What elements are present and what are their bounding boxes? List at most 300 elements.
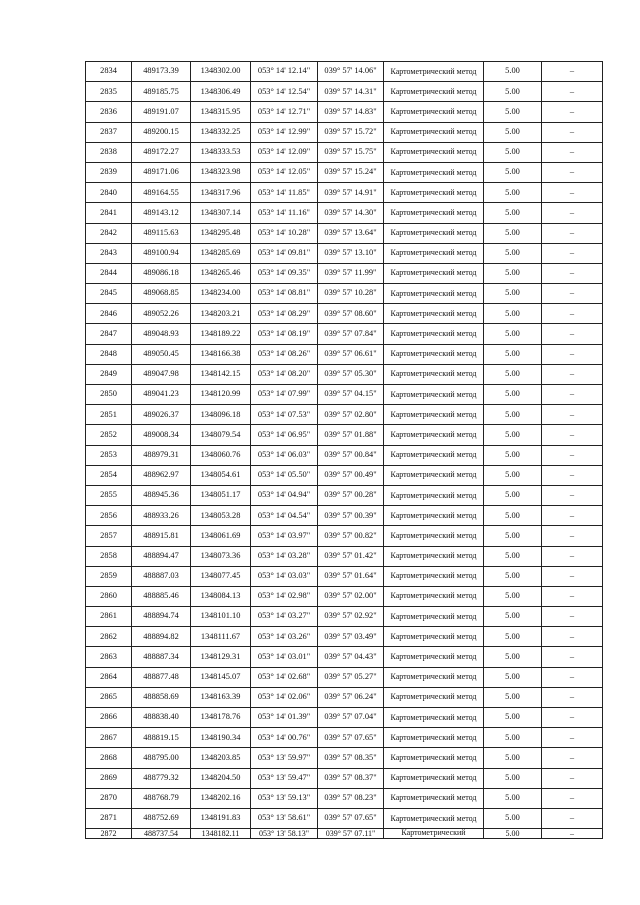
table-row xyxy=(86,506,603,526)
accuracy-cell: 5.00 xyxy=(484,405,542,425)
table-row xyxy=(86,586,603,606)
coord-y-cell: 1348307.14 xyxy=(191,203,251,223)
method-cell: Картометрический xyxy=(384,829,484,839)
longitude-cell: 039° 57' 02.00" xyxy=(318,586,384,606)
note-cell: – xyxy=(542,142,603,162)
coord-y-cell: 1348265.46 xyxy=(191,263,251,283)
latitude-cell: 053° 14' 08.26" xyxy=(251,344,318,364)
table-row xyxy=(86,364,603,384)
table-row xyxy=(86,687,603,707)
coord-x-cell: 488894.47 xyxy=(132,546,191,566)
longitude-cell: 039° 57' 01.88" xyxy=(318,425,384,445)
coord-y-cell: 1348129.31 xyxy=(191,647,251,667)
coord-x-cell: 489008.34 xyxy=(132,425,191,445)
point-number-cell: 2863 xyxy=(86,647,132,667)
method-cell: Картометрический метод xyxy=(384,82,484,102)
table-row xyxy=(86,788,603,808)
coord-x-cell: 489068.85 xyxy=(132,284,191,304)
table-row xyxy=(86,748,603,768)
method-cell: Картометрический метод xyxy=(384,62,484,82)
longitude-cell: 039° 57' 06.24" xyxy=(318,687,384,707)
table-row xyxy=(86,263,603,283)
latitude-cell: 053° 14' 04.54" xyxy=(251,506,318,526)
method-cell: Картометрический метод xyxy=(384,506,484,526)
longitude-cell: 039° 57' 07.04" xyxy=(318,708,384,728)
coord-y-cell: 1348333.53 xyxy=(191,142,251,162)
latitude-cell: 053° 14' 09.81" xyxy=(251,243,318,263)
table-row xyxy=(86,223,603,243)
coord-x-cell: 489164.55 xyxy=(132,183,191,203)
latitude-cell: 053° 14' 02.98" xyxy=(251,586,318,606)
table-row xyxy=(86,829,603,839)
table-row xyxy=(86,808,603,828)
table-row xyxy=(86,405,603,425)
point-number-cell: 2842 xyxy=(86,223,132,243)
table-row xyxy=(86,102,603,122)
coord-x-cell: 488979.31 xyxy=(132,445,191,465)
point-number-cell: 2869 xyxy=(86,768,132,788)
coord-x-cell: 488768.79 xyxy=(132,788,191,808)
method-cell: Картометрический метод xyxy=(384,344,484,364)
longitude-cell: 039° 57' 11.99" xyxy=(318,263,384,283)
longitude-cell: 039° 57' 10.28" xyxy=(318,284,384,304)
latitude-cell: 053° 14' 02.06" xyxy=(251,687,318,707)
coord-x-cell: 489026.37 xyxy=(132,405,191,425)
accuracy-cell: 5.00 xyxy=(484,829,542,839)
table-row xyxy=(86,728,603,748)
table-row xyxy=(86,485,603,505)
table-row xyxy=(86,647,603,667)
note-cell: – xyxy=(542,647,603,667)
accuracy-cell: 5.00 xyxy=(484,284,542,304)
longitude-cell: 039° 57' 01.42" xyxy=(318,546,384,566)
note-cell: – xyxy=(542,465,603,485)
latitude-cell: 053° 14' 02.68" xyxy=(251,667,318,687)
accuracy-cell: 5.00 xyxy=(484,546,542,566)
accuracy-cell: 5.00 xyxy=(484,506,542,526)
accuracy-cell: 5.00 xyxy=(484,526,542,546)
coord-y-cell: 1348051.17 xyxy=(191,485,251,505)
coord-x-cell: 489050.45 xyxy=(132,344,191,364)
note-cell: – xyxy=(542,566,603,586)
method-cell: Картометрический метод xyxy=(384,183,484,203)
coord-y-cell: 1348073.36 xyxy=(191,546,251,566)
point-number-cell: 2866 xyxy=(86,708,132,728)
method-cell: Картометрический метод xyxy=(384,223,484,243)
point-number-cell: 2834 xyxy=(86,62,132,82)
point-number-cell: 2850 xyxy=(86,385,132,405)
accuracy-cell: 5.00 xyxy=(484,465,542,485)
longitude-cell: 039° 57' 14.06" xyxy=(318,62,384,82)
note-cell: – xyxy=(542,183,603,203)
table-row xyxy=(86,122,603,142)
coord-x-cell: 488945.36 xyxy=(132,485,191,505)
accuracy-cell: 5.00 xyxy=(484,687,542,707)
coord-y-cell: 1348166.38 xyxy=(191,344,251,364)
note-cell: – xyxy=(542,768,603,788)
note-cell: – xyxy=(542,788,603,808)
method-cell: Картометрический метод xyxy=(384,768,484,788)
longitude-cell: 039° 57' 08.37" xyxy=(318,768,384,788)
accuracy-cell: 5.00 xyxy=(484,102,542,122)
latitude-cell: 053° 14' 03.26" xyxy=(251,627,318,647)
longitude-cell: 039° 57' 13.64" xyxy=(318,223,384,243)
coord-x-cell: 488737.54 xyxy=(132,829,191,839)
latitude-cell: 053° 14' 06.95" xyxy=(251,425,318,445)
coord-x-cell: 489191.07 xyxy=(132,102,191,122)
coord-x-cell: 489086.18 xyxy=(132,263,191,283)
coord-y-cell: 1348111.67 xyxy=(191,627,251,647)
latitude-cell: 053° 14' 08.19" xyxy=(251,324,318,344)
coord-x-cell: 489173.39 xyxy=(132,62,191,82)
longitude-cell: 039° 57' 15.72" xyxy=(318,122,384,142)
latitude-cell: 053° 14' 12.09" xyxy=(251,142,318,162)
latitude-cell: 053° 14' 12.71" xyxy=(251,102,318,122)
table-row xyxy=(86,566,603,586)
accuracy-cell: 5.00 xyxy=(484,566,542,586)
longitude-cell: 039° 57' 05.30" xyxy=(318,364,384,384)
method-cell: Картометрический метод xyxy=(384,607,484,627)
method-cell: Картометрический метод xyxy=(384,546,484,566)
point-number-cell: 2855 xyxy=(86,485,132,505)
latitude-cell: 053° 14' 03.01" xyxy=(251,647,318,667)
coord-y-cell: 1348079.54 xyxy=(191,425,251,445)
table-row xyxy=(86,627,603,647)
table-row xyxy=(86,344,603,364)
coord-y-cell: 1348332.25 xyxy=(191,122,251,142)
table-row xyxy=(86,183,603,203)
note-cell: – xyxy=(542,324,603,344)
latitude-cell: 053° 13' 59.13" xyxy=(251,788,318,808)
coord-y-cell: 1348190.34 xyxy=(191,728,251,748)
method-cell: Картометрический метод xyxy=(384,667,484,687)
note-cell: – xyxy=(542,364,603,384)
accuracy-cell: 5.00 xyxy=(484,607,542,627)
accuracy-cell: 5.00 xyxy=(484,82,542,102)
latitude-cell: 053° 14' 11.16" xyxy=(251,203,318,223)
table-row xyxy=(86,203,603,223)
longitude-cell: 039° 57' 13.10" xyxy=(318,243,384,263)
method-cell: Картометрический метод xyxy=(384,526,484,546)
point-number-cell: 2847 xyxy=(86,324,132,344)
coord-y-cell: 1348295.48 xyxy=(191,223,251,243)
point-number-cell: 2862 xyxy=(86,627,132,647)
accuracy-cell: 5.00 xyxy=(484,385,542,405)
note-cell: – xyxy=(542,263,603,283)
longitude-cell: 039° 57' 03.49" xyxy=(318,627,384,647)
latitude-cell: 053° 14' 03.03" xyxy=(251,566,318,586)
coord-y-cell: 1348203.21 xyxy=(191,304,251,324)
note-cell: – xyxy=(542,62,603,82)
note-cell: – xyxy=(542,284,603,304)
point-number-cell: 2864 xyxy=(86,667,132,687)
latitude-cell: 053° 14' 00.76" xyxy=(251,728,318,748)
coord-y-cell: 1348084.13 xyxy=(191,586,251,606)
table-row xyxy=(86,162,603,182)
point-number-cell: 2839 xyxy=(86,162,132,182)
coord-y-cell: 1348323.98 xyxy=(191,162,251,182)
latitude-cell: 053° 13' 58.13" xyxy=(251,829,318,839)
table-row xyxy=(86,304,603,324)
longitude-cell: 039° 57' 07.84" xyxy=(318,324,384,344)
coord-x-cell: 489115.63 xyxy=(132,223,191,243)
method-cell: Картометрический метод xyxy=(384,385,484,405)
note-cell: – xyxy=(542,243,603,263)
coord-y-cell: 1348120.99 xyxy=(191,385,251,405)
coord-y-cell: 1348315.95 xyxy=(191,102,251,122)
method-cell: Картометрический метод xyxy=(384,162,484,182)
accuracy-cell: 5.00 xyxy=(484,162,542,182)
point-number-cell: 2844 xyxy=(86,263,132,283)
point-number-cell: 2856 xyxy=(86,506,132,526)
note-cell: – xyxy=(542,82,603,102)
longitude-cell: 039° 57' 00.49" xyxy=(318,465,384,485)
longitude-cell: 039° 57' 00.84" xyxy=(318,445,384,465)
longitude-cell: 039° 57' 02.92" xyxy=(318,607,384,627)
longitude-cell: 039° 57' 08.35" xyxy=(318,748,384,768)
latitude-cell: 053° 14' 09.35" xyxy=(251,263,318,283)
longitude-cell: 039° 57' 05.27" xyxy=(318,667,384,687)
accuracy-cell: 5.00 xyxy=(484,485,542,505)
method-cell: Картометрический метод xyxy=(384,748,484,768)
accuracy-cell: 5.00 xyxy=(484,586,542,606)
note-cell: – xyxy=(542,667,603,687)
table-body xyxy=(86,62,603,839)
point-number-cell: 2865 xyxy=(86,687,132,707)
accuracy-cell: 5.00 xyxy=(484,627,542,647)
latitude-cell: 053° 13' 59.97" xyxy=(251,748,318,768)
longitude-cell: 039° 57' 04.15" xyxy=(318,385,384,405)
longitude-cell: 039° 57' 15.24" xyxy=(318,162,384,182)
point-number-cell: 2872 xyxy=(86,829,132,839)
accuracy-cell: 5.00 xyxy=(484,808,542,828)
accuracy-cell: 5.00 xyxy=(484,223,542,243)
latitude-cell: 053° 14' 07.99" xyxy=(251,385,318,405)
method-cell: Картометрический метод xyxy=(384,445,484,465)
coord-x-cell: 489172.27 xyxy=(132,142,191,162)
coord-x-cell: 489048.93 xyxy=(132,324,191,344)
note-cell: – xyxy=(542,304,603,324)
method-cell: Картометрический метод xyxy=(384,203,484,223)
method-cell: Картометрический метод xyxy=(384,102,484,122)
longitude-cell: 039° 57' 14.83" xyxy=(318,102,384,122)
table-row xyxy=(86,445,603,465)
longitude-cell: 039° 57' 06.61" xyxy=(318,344,384,364)
method-cell: Картометрический метод xyxy=(384,627,484,647)
longitude-cell: 039° 57' 00.82" xyxy=(318,526,384,546)
note-cell: – xyxy=(542,425,603,445)
accuracy-cell: 5.00 xyxy=(484,364,542,384)
longitude-cell: 039° 57' 04.43" xyxy=(318,647,384,667)
coord-y-cell: 1348054.61 xyxy=(191,465,251,485)
latitude-cell: 053° 14' 03.97" xyxy=(251,526,318,546)
table-row xyxy=(86,465,603,485)
accuracy-cell: 5.00 xyxy=(484,647,542,667)
coordinates-table xyxy=(85,61,603,839)
method-cell: Картометрический метод xyxy=(384,263,484,283)
coord-y-cell: 1348306.49 xyxy=(191,82,251,102)
point-number-cell: 2841 xyxy=(86,203,132,223)
accuracy-cell: 5.00 xyxy=(484,788,542,808)
coord-x-cell: 489041.23 xyxy=(132,385,191,405)
point-number-cell: 2851 xyxy=(86,405,132,425)
table-row xyxy=(86,62,603,82)
method-cell: Картометрический метод xyxy=(384,405,484,425)
point-number-cell: 2845 xyxy=(86,284,132,304)
point-number-cell: 2852 xyxy=(86,425,132,445)
coord-x-cell: 489185.75 xyxy=(132,82,191,102)
note-cell: – xyxy=(542,526,603,546)
accuracy-cell: 5.00 xyxy=(484,324,542,344)
coord-x-cell: 488858.69 xyxy=(132,687,191,707)
coord-x-cell: 489052.26 xyxy=(132,304,191,324)
table-row xyxy=(86,142,603,162)
longitude-cell: 039° 57' 01.64" xyxy=(318,566,384,586)
latitude-cell: 053° 14' 07.53" xyxy=(251,405,318,425)
accuracy-cell: 5.00 xyxy=(484,62,542,82)
method-cell: Картометрический метод xyxy=(384,324,484,344)
method-cell: Картометрический метод xyxy=(384,304,484,324)
coord-x-cell: 489171.06 xyxy=(132,162,191,182)
point-number-cell: 2854 xyxy=(86,465,132,485)
note-cell: – xyxy=(542,687,603,707)
point-number-cell: 2868 xyxy=(86,748,132,768)
table-row xyxy=(86,385,603,405)
table-row xyxy=(86,768,603,788)
point-number-cell: 2838 xyxy=(86,142,132,162)
table-row xyxy=(86,425,603,445)
method-cell: Картометрический метод xyxy=(384,364,484,384)
longitude-cell: 039° 57' 07.65" xyxy=(318,808,384,828)
note-cell: – xyxy=(542,808,603,828)
note-cell: – xyxy=(542,102,603,122)
accuracy-cell: 5.00 xyxy=(484,263,542,283)
method-cell: Картометрический метод xyxy=(384,465,484,485)
method-cell: Картометрический метод xyxy=(384,728,484,748)
latitude-cell: 053° 14' 01.39" xyxy=(251,708,318,728)
coord-y-cell: 1348053.28 xyxy=(191,506,251,526)
latitude-cell: 053° 14' 10.28" xyxy=(251,223,318,243)
longitude-cell: 039° 57' 14.91" xyxy=(318,183,384,203)
latitude-cell: 053° 14' 05.50" xyxy=(251,465,318,485)
latitude-cell: 053° 14' 12.05" xyxy=(251,162,318,182)
note-cell: – xyxy=(542,829,603,839)
table-row xyxy=(86,324,603,344)
point-number-cell: 2859 xyxy=(86,566,132,586)
point-number-cell: 2835 xyxy=(86,82,132,102)
method-cell: Картометрический метод xyxy=(384,687,484,707)
note-cell: – xyxy=(542,506,603,526)
accuracy-cell: 5.00 xyxy=(484,708,542,728)
latitude-cell: 053° 14' 04.94" xyxy=(251,485,318,505)
coord-x-cell: 488933.26 xyxy=(132,506,191,526)
coord-x-cell: 488915.81 xyxy=(132,526,191,546)
note-cell: – xyxy=(542,728,603,748)
note-cell: – xyxy=(542,162,603,182)
latitude-cell: 053° 14' 06.03" xyxy=(251,445,318,465)
coord-y-cell: 1348202.16 xyxy=(191,788,251,808)
coord-x-cell: 488795.00 xyxy=(132,748,191,768)
coord-x-cell: 488838.40 xyxy=(132,708,191,728)
accuracy-cell: 5.00 xyxy=(484,243,542,263)
method-cell: Картометрический метод xyxy=(384,122,484,142)
note-cell: – xyxy=(542,445,603,465)
table-row xyxy=(86,708,603,728)
point-number-cell: 2843 xyxy=(86,243,132,263)
note-cell: – xyxy=(542,385,603,405)
longitude-cell: 039° 57' 15.75" xyxy=(318,142,384,162)
table-row xyxy=(86,82,603,102)
longitude-cell: 039° 57' 00.28" xyxy=(318,485,384,505)
latitude-cell: 053° 14' 03.28" xyxy=(251,546,318,566)
latitude-cell: 053° 14' 03.27" xyxy=(251,607,318,627)
coord-y-cell: 1348077.45 xyxy=(191,566,251,586)
point-number-cell: 2840 xyxy=(86,183,132,203)
coord-y-cell: 1348142.15 xyxy=(191,364,251,384)
accuracy-cell: 5.00 xyxy=(484,203,542,223)
point-number-cell: 2846 xyxy=(86,304,132,324)
coord-y-cell: 1348060.76 xyxy=(191,445,251,465)
coord-x-cell: 489100.94 xyxy=(132,243,191,263)
longitude-cell: 039° 57' 08.23" xyxy=(318,788,384,808)
note-cell: – xyxy=(542,586,603,606)
accuracy-cell: 5.00 xyxy=(484,344,542,364)
longitude-cell: 039° 57' 07.65" xyxy=(318,728,384,748)
coord-y-cell: 1348204.50 xyxy=(191,768,251,788)
longitude-cell: 039° 57' 14.31" xyxy=(318,82,384,102)
accuracy-cell: 5.00 xyxy=(484,425,542,445)
note-cell: – xyxy=(542,405,603,425)
latitude-cell: 053° 14' 12.14" xyxy=(251,62,318,82)
coord-y-cell: 1348096.18 xyxy=(191,405,251,425)
coord-x-cell: 489047.98 xyxy=(132,364,191,384)
coord-y-cell: 1348302.00 xyxy=(191,62,251,82)
coord-y-cell: 1348178.76 xyxy=(191,708,251,728)
point-number-cell: 2837 xyxy=(86,122,132,142)
method-cell: Картометрический метод xyxy=(384,243,484,263)
coord-y-cell: 1348163.39 xyxy=(191,687,251,707)
method-cell: Картометрический метод xyxy=(384,708,484,728)
accuracy-cell: 5.00 xyxy=(484,142,542,162)
coord-y-cell: 1348061.69 xyxy=(191,526,251,546)
point-number-cell: 2857 xyxy=(86,526,132,546)
longitude-cell: 039° 57' 00.39" xyxy=(318,506,384,526)
coord-x-cell: 488779.32 xyxy=(132,768,191,788)
table-row xyxy=(86,526,603,546)
latitude-cell: 053° 14' 12.54" xyxy=(251,82,318,102)
method-cell: Картометрический метод xyxy=(384,808,484,828)
coord-x-cell: 488885.46 xyxy=(132,586,191,606)
table-row xyxy=(86,667,603,687)
latitude-cell: 053° 14' 11.85" xyxy=(251,183,318,203)
table-row xyxy=(86,607,603,627)
method-cell: Картометрический метод xyxy=(384,788,484,808)
accuracy-cell: 5.00 xyxy=(484,122,542,142)
latitude-cell: 053° 13' 59.47" xyxy=(251,768,318,788)
point-number-cell: 2853 xyxy=(86,445,132,465)
note-cell: – xyxy=(542,203,603,223)
method-cell: Картометрический метод xyxy=(384,284,484,304)
point-number-cell: 2860 xyxy=(86,586,132,606)
point-number-cell: 2867 xyxy=(86,728,132,748)
coord-x-cell: 488894.74 xyxy=(132,607,191,627)
point-number-cell: 2870 xyxy=(86,788,132,808)
point-number-cell: 2861 xyxy=(86,607,132,627)
point-number-cell: 2848 xyxy=(86,344,132,364)
coord-y-cell: 1348285.69 xyxy=(191,243,251,263)
accuracy-cell: 5.00 xyxy=(484,748,542,768)
coord-x-cell: 488887.03 xyxy=(132,566,191,586)
